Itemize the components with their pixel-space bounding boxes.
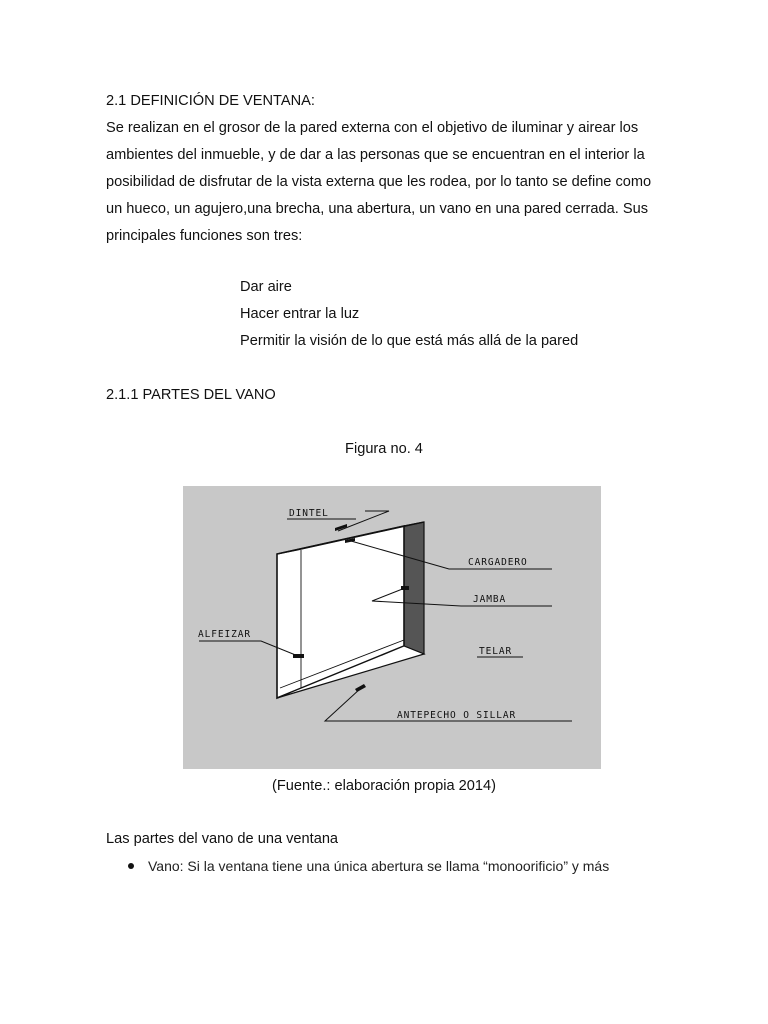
bullet-icon [128, 863, 134, 869]
paragraph-line: un hueco, un agujero,una brecha, una abertura, un vano en una pared cerrada. Sus [106, 201, 648, 217]
label-jamba: JAMBA [473, 594, 507, 605]
label-cargadero: CARGADERO [468, 557, 528, 568]
parts-intro: Las partes del vano de una ventana [106, 831, 339, 847]
subsection-heading: 2.1.1 PARTES DEL VANO [106, 387, 276, 403]
label-antepecho: ANTEPECHO O SILLAR [397, 710, 517, 721]
label-telar: TELAR [479, 646, 513, 657]
function-item: Dar aire [240, 279, 292, 295]
label-alfeizar: ALFEIZAR [198, 629, 251, 640]
paragraph-line: posibilidad de disfrutar de la vista externa que les rodea, por lo tanto se define como [106, 174, 652, 190]
dintel-leader [338, 511, 389, 531]
window-diagram-svg [183, 486, 601, 769]
function-item: Permitir la visión de lo que está más allá de la pared [240, 333, 579, 349]
label-dintel: DINTEL [289, 508, 329, 519]
figure-number: Figura no. 4 [345, 441, 423, 457]
paragraph-line: Se realizan en el grosor de la pared externa con el objetivo de iluminar y airear los [106, 120, 639, 136]
list-item [128, 857, 609, 875]
paragraph-line: ambientes del inmueble, y de dar a las personas que se encuentran en el interior la [106, 147, 645, 163]
window-diagram-figure [183, 486, 601, 769]
paragraph-line: principales funciones son tres: [106, 228, 303, 244]
section-heading: 2.1 DEFINICIÓN DE VENTANA: [106, 93, 315, 109]
function-item: Hacer entrar la luz [240, 306, 360, 322]
bullet-text: Vano: Si la ventana tiene una única abertura se llama “monoorificio” y más [148, 858, 610, 874]
figure-source: (Fuente.: elaboración propia 2014) [272, 778, 496, 794]
